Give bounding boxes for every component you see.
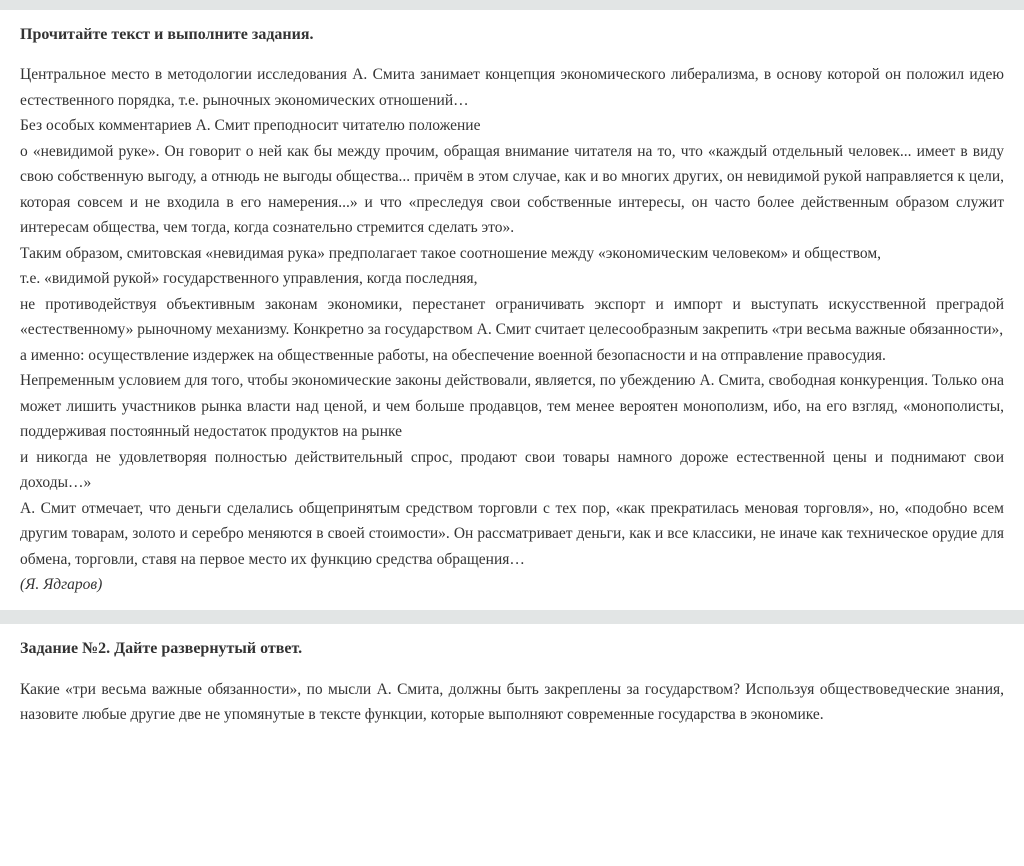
author-attribution: (Я. Ядгаров) [20, 576, 103, 593]
reading-paragraph: Без особых комментариев А. Смит преподносит читателю положение [20, 117, 481, 134]
reading-instruction-heading: Прочитайте текст и выполните задания. [20, 26, 314, 43]
reading-paragraph: о «невидимой руке». Он говорит о ней как бы между прочим, обращая внимание читателя на то, что «каждый отдельный человек... имеет в виду свою собственную выгоду, а отнюдь не выгоды общества... причём в этом случае, как и во многих других, он невидимой рукой направляется к цели, которая совсем и не входила в его намерения...» и что «преследуя свои собственные интересы, он часто более действенным образом служит интересам общества, чем тогда, когда сознательно стремится сделать это». [20, 142, 1004, 236]
task-question: Какие «три весьма важные обязанности», по мысли А. Смита, должны быть закреплены за государством? Используя обществоведческие знания, назовите любые другие две не упомянутые в тексте функции, которые выполняют современные государства в экономике. [20, 680, 1004, 723]
reading-text [20, 62, 1004, 598]
section-divider-strip [0, 610, 1024, 624]
reading-paragraph: и никогда не удовлетворяя полностью действительный спрос, продают свои товары намного дороже естественной цены и поднимают свои доходы…» [20, 448, 1004, 491]
reading-paragraph: не противодействуя объективным законам экономики, перестанет ограничивать экспорт и импорт и выступать искусственной преградой «естественному» рыночному механизму. Конкретно за государством А. Смит считает целесообразным закрепить «три весьма важные обязанности», [20, 295, 1004, 338]
reading-paragraph: т.е. «видимой рукой» государственного управления, когда последняя, [20, 270, 478, 287]
reading-section [0, 10, 1024, 598]
reading-paragraph: а именно: осуществление издержек на общественные работы, на обеспечение военной безопасности и на отправление правосудия. [20, 346, 886, 364]
reading-paragraph: Непременным условием для того, чтобы экономические законы действовали, является, по убеждению А. Смита, свободная конкуренция. Только она может лишить участников рынка власти над ценой, и чем больше продавцов, тем менее вероятен монополизм, ибо, на его взгляд, «монополисты, поддерживая постоянный недостаток продуктов на рынке [20, 372, 1004, 440]
task-heading: Задание №2. Дайте развернутый ответ. [20, 639, 303, 657]
reading-paragraph: Таким образом, смитовская «невидимая рука» предполагает такое соотношение между «экономическим человеком» и обществом, [20, 244, 882, 262]
reading-paragraph: Центральное место в методологии исследования А. Смита занимает концепция экономического либерализма, в основу которой он положил идею естественного порядка, т.е. рыночных экономических отношений… [20, 66, 1004, 109]
task-section [0, 624, 1024, 728]
reading-paragraph: А. Смит отмечает, что деньги сделались общепринятым средством торговли с тех пор, «как прекратилась меновая торговля», но, «подобно всем другим товарам, золото и серебро меняются в своей стоимости». Он рассматривает деньги, как и все классики, не иначе как техническое орудие для обмена, торговли, ставя на первое место их функцию средства обращения… [20, 499, 1004, 568]
top-divider-strip [0, 0, 1024, 10]
